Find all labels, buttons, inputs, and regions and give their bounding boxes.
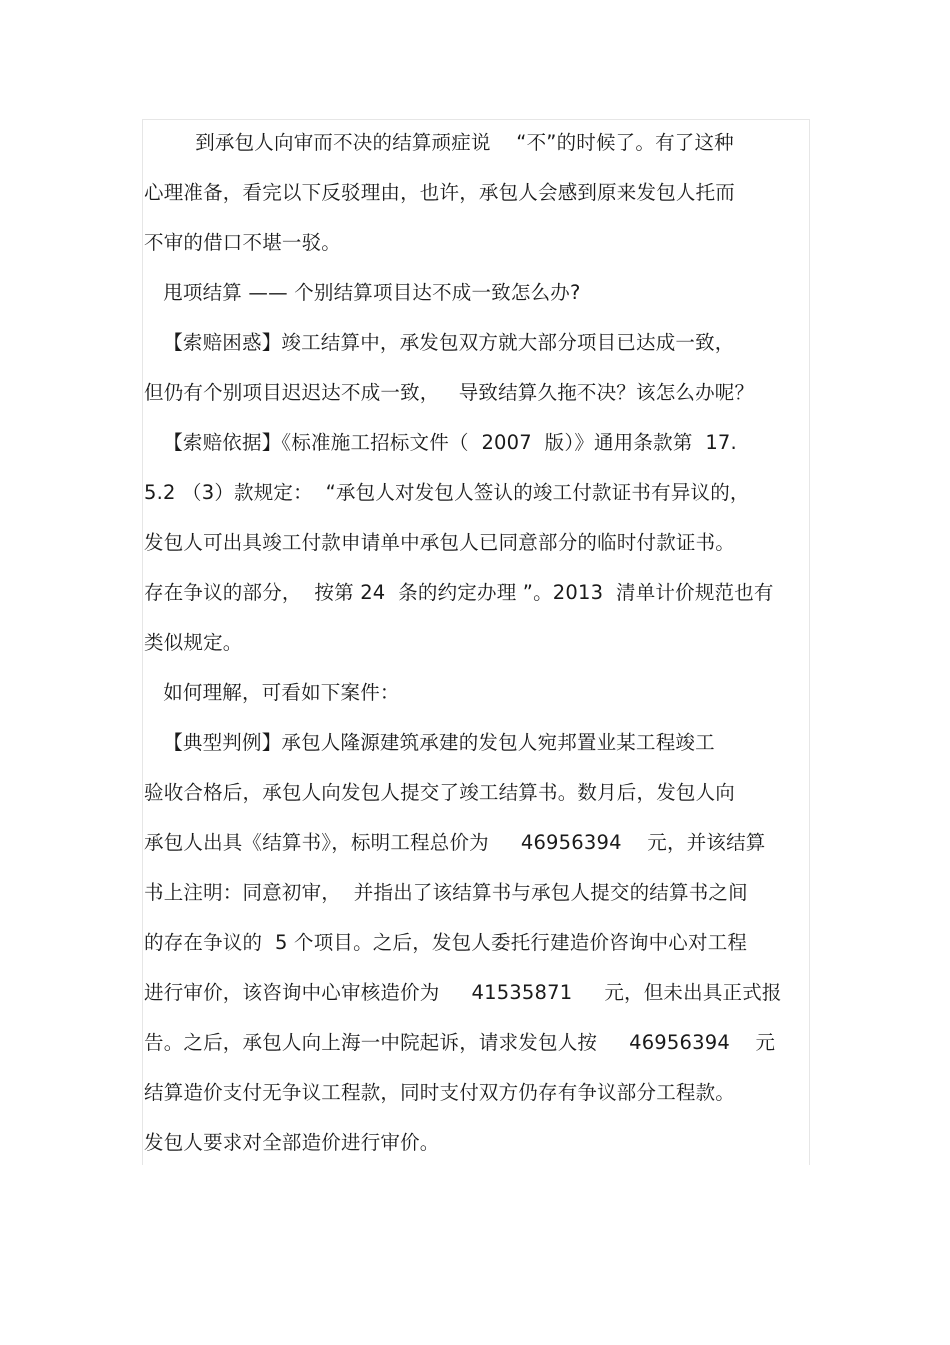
text-line: 类似规定。 [144, 631, 243, 654]
text-line: 如何理解，可看如下案件： [144, 681, 400, 704]
text-line: 但仍有个别项目迟迟达不成一致， 导致结算久拖不决？该怎么办呢？ [144, 381, 755, 404]
section-heading: 甩项结算 —— 个别结算项目达不成一致怎么办? [144, 281, 581, 304]
text-line: 5.2 （3）款规定： “承包人对发包人签认的竣工付款证书有异议的， [144, 481, 750, 504]
text-line: 的存在争议的 5 个项目。之后，发包人委托行建造价咨询中心对工程 [144, 931, 748, 954]
text-line: 【典型判例】承包人隆源建筑承建的发包人宛邦置业某工程竣工 [144, 731, 715, 754]
text-line: 结算造价支付无争议工程款，同时支付双方仍存有争议部分工程款。 [144, 1081, 736, 1104]
text-line: 承包人出具《结算书》，标明工程总价为 46956394 元，并该结算 [144, 831, 766, 854]
text-line: 心理准备，看完以下反驳理由，也许，承包人会感到原来发包人托而 [144, 181, 736, 204]
text-line: 【索赔依据】《标准施工招标文件（ 2007 版）》通用条款第 17. [144, 431, 737, 454]
text-line: 告。之后，承包人向上海一中院起诉，请求发包人按 46956394 元 [144, 1031, 776, 1054]
text-line: 验收合格后，承包人向发包人提交了竣工结算书。数月后，发包人向 [144, 781, 736, 804]
text-line: 发包人要求对全部造价进行审价。 [144, 1131, 440, 1154]
text-line: 存在争议的部分， 按第 24 条的约定办理 ”。2013 清单计价规范也有 [144, 581, 774, 604]
text-line: 【索赔困惑】竣工结算中，承发包双方就大部分项目已达成一致， [144, 331, 735, 354]
text-line: 到承包人向审而不决的结算顽症说 “不”的时候了。有了这种 [144, 131, 734, 154]
text-line: 书上注明：同意初审， 并指出了该结算书与承包人提交的结算书之间 [144, 881, 748, 904]
text-line: 不审的借口不堪一驳。 [144, 231, 342, 254]
text-line: 发包人可出具竣工付款申请单中承包人已同意部分的临时付款证书。 [144, 531, 736, 554]
text-line: 进行审价，该咨询中心审核造价为 41535871 元，但未出具正式报 [144, 981, 782, 1004]
